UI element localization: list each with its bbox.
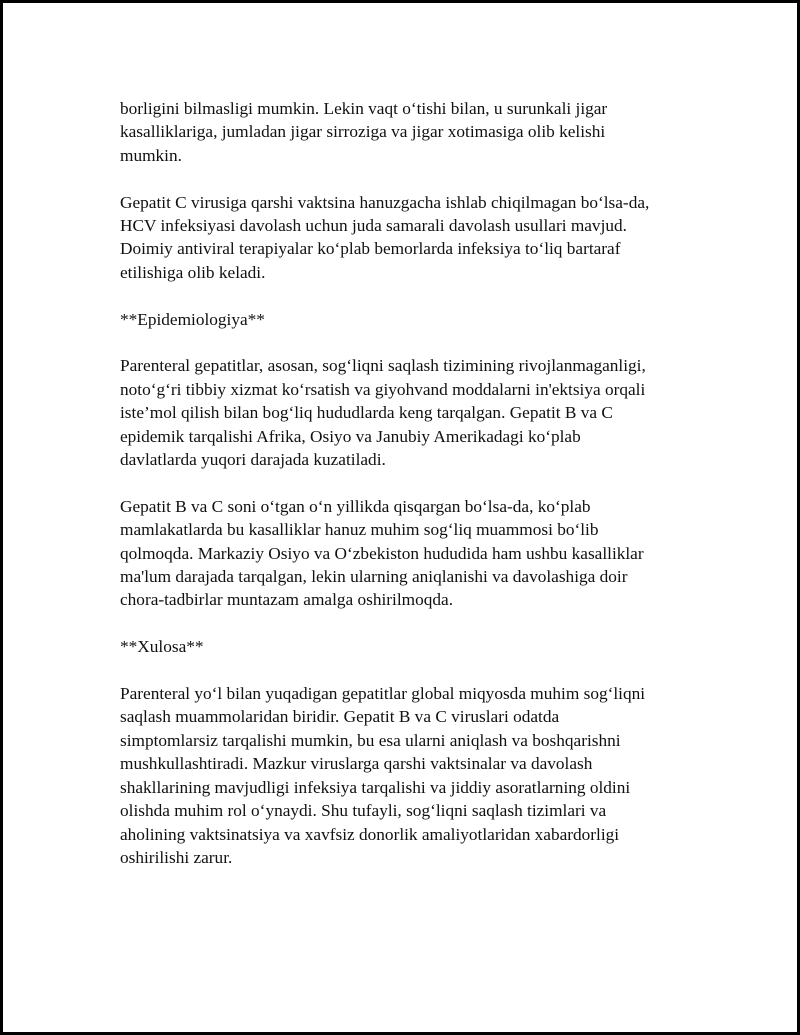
paragraph-hepatitis-c-treatment: Gepatit C virusiga qarshi vaktsina hanuzgacha ishlab chiqilmagan bo‘lsa-da, HCV infeksiyasi davolash uchun juda samarali davolash usullari mavjud. Doimiy antiviral terapiyalar ko‘plab bemorlarda infeksiya to‘liq bartaraf etilishiga olib keladi. [120,192,650,282]
document-body [120,97,695,893]
paragraph-conclusion: Parenteral yo‘l bilan yuqadigan gepatitlar global miqyosda muhim sog‘liqni saqlash muammolaridan biridir. Gepatit B va C viruslari odatda simptomlarsiz tarqalishi mumkin, bu esa ularni aniqlash va boshqarishni mushkullashtiradi. Mazkur viruslarga qarshi vaktsinalar va davolash shakllarining mavjudligi infeksiya tarqalishi va jiddiy asoratlarning oldini olishda muhim rol o‘ynaydi. Shu tufayli, sog‘liqni saqlash tizimlari va aholining vaktsinatsiya va xavfsiz donorlik amaliyotlaridan xabardorligi oshirilishi zarur. [120,684,646,867]
paragraph-epidemiology-spread: Parenteral gepatitlar, asosan, sog‘liqni saqlash tizimining rivojlanmaganligi, noto‘g‘ri tibbiy xizmat ko‘rsatish va giyohvand moddalarni in'ektsiya orqali iste’mol qilish bilan bog‘liq hududlarda keng tarqalgan. Gepatit B va C epidemik tarqalishi Afrika, Osiyo va Janubiy Amerikadagi ko‘plab davlatlarda yuqori darajada kuzatiladi. [120,356,646,470]
section-heading-epidemiology: **Epidemiologiya** [120,309,265,329]
section-heading-conclusion: **Xulosa** [120,637,204,657]
paragraph-continued-text: borligini bilmasligi mumkin. Lekin vaqt o‘tishi bilan, u surunkali jigar kasalliklariga, jumladan jigar sirroziga va jigar xotimasiga olib kelishi mumkin. [120,99,608,165]
paragraph-epidemiology-region: Gepatit B va C soni o‘tgan o‘n yillikda qisqargan bo‘lsa-da, ko‘plab mamlakatlarda bu kasalliklar hanuz muhim sog‘liq muammosi bo‘lib qolmoqda. Markaziy Osiyo va O‘zbekiston hududida ham ushbu kasalliklar ma'lum darajada tarqalgan, lekin ularning aniqlanishi va davolashiga doir chora-tadbirlar muntazam amalga oshirilmoqda. [120,496,644,610]
